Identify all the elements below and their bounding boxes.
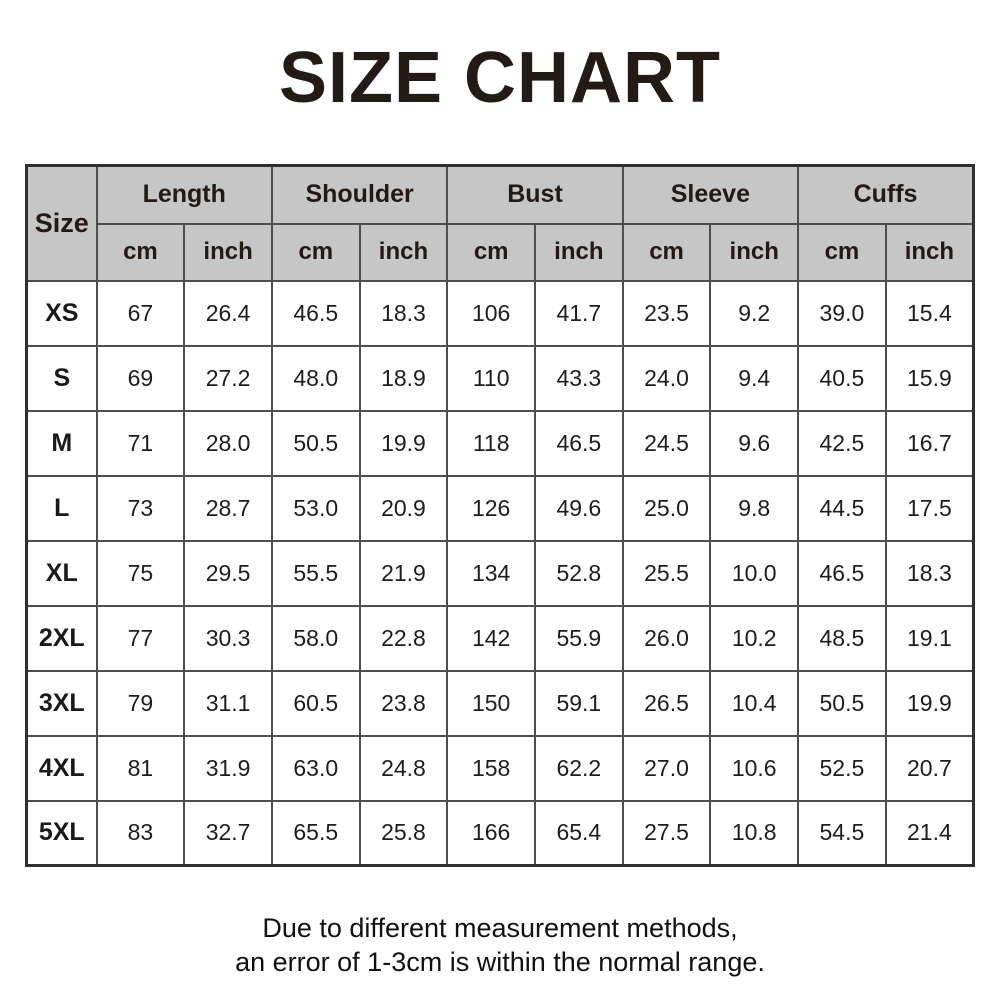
cell-value: 25.8 [360, 801, 448, 866]
cell-value: 27.0 [623, 736, 711, 801]
table-row-l [27, 476, 974, 541]
cell-value: 142 [447, 606, 535, 671]
table-header [27, 166, 974, 281]
size-label: XS [27, 281, 97, 346]
unit-header-sleeve-inch: inch [710, 224, 798, 281]
cell-value: 10.8 [710, 801, 798, 866]
unit-header-bust-inch: inch [535, 224, 623, 281]
cell-value: 81 [97, 736, 185, 801]
cell-value: 54.5 [798, 801, 886, 866]
cell-value: 40.5 [798, 346, 886, 411]
size-label: M [27, 411, 97, 476]
table-row-xl [27, 541, 974, 606]
size-column-header: Size [27, 166, 97, 281]
table-row-s [27, 346, 974, 411]
cell-value: 27.5 [623, 801, 711, 866]
cell-value: 46.5 [535, 411, 623, 476]
size-label: L [27, 476, 97, 541]
cell-value: 9.4 [710, 346, 798, 411]
cell-value: 9.2 [710, 281, 798, 346]
cell-value: 110 [447, 346, 535, 411]
table-row-4xl [27, 736, 974, 801]
cell-value: 42.5 [798, 411, 886, 476]
cell-value: 23.5 [623, 281, 711, 346]
size-label: 5XL [27, 801, 97, 866]
unit-header-cuffs-cm: cm [798, 224, 886, 281]
cell-value: 23.8 [360, 671, 448, 736]
cell-value: 69 [97, 346, 185, 411]
unit-header-cuffs-inch: inch [886, 224, 974, 281]
cell-value: 52.8 [535, 541, 623, 606]
disclaimer-line-2: an error of 1-3cm is within the normal range. [235, 947, 765, 978]
cell-value: 158 [447, 736, 535, 801]
disclaimer-text [0, 911, 1000, 979]
cell-value: 30.3 [184, 606, 272, 671]
cell-value: 62.2 [535, 736, 623, 801]
cell-value: 58.0 [272, 606, 360, 671]
cell-value: 21.9 [360, 541, 448, 606]
unit-header-length-inch: inch [184, 224, 272, 281]
size-label: XL [27, 541, 97, 606]
cell-value: 46.5 [272, 281, 360, 346]
cell-value: 10.4 [710, 671, 798, 736]
cell-value: 60.5 [272, 671, 360, 736]
cell-value: 25.0 [623, 476, 711, 541]
cell-value: 50.5 [798, 671, 886, 736]
group-header-sleeve: Sleeve [623, 166, 798, 224]
cell-value: 15.9 [886, 346, 974, 411]
cell-value: 10.6 [710, 736, 798, 801]
cell-value: 18.9 [360, 346, 448, 411]
cell-value: 59.1 [535, 671, 623, 736]
cell-value: 48.5 [798, 606, 886, 671]
cell-value: 73 [97, 476, 185, 541]
unit-header-shoulder-inch: inch [360, 224, 448, 281]
table-body [27, 281, 974, 866]
table-row-3xl [27, 671, 974, 736]
cell-value: 63.0 [272, 736, 360, 801]
cell-value: 46.5 [798, 541, 886, 606]
cell-value: 77 [97, 606, 185, 671]
group-header-cuffs: Cuffs [798, 166, 973, 224]
cell-value: 150 [447, 671, 535, 736]
cell-value: 55.9 [535, 606, 623, 671]
cell-value: 29.5 [184, 541, 272, 606]
cell-value: 118 [447, 411, 535, 476]
size-label: 3XL [27, 671, 97, 736]
cell-value: 31.1 [184, 671, 272, 736]
group-header-bust: Bust [447, 166, 622, 224]
cell-value: 21.4 [886, 801, 974, 866]
cell-value: 24.0 [623, 346, 711, 411]
cell-value: 75 [97, 541, 185, 606]
cell-value: 67 [97, 281, 185, 346]
cell-value: 50.5 [272, 411, 360, 476]
cell-value: 55.5 [272, 541, 360, 606]
cell-value: 28.7 [184, 476, 272, 541]
cell-value: 24.8 [360, 736, 448, 801]
cell-value: 31.9 [184, 736, 272, 801]
cell-value: 10.0 [710, 541, 798, 606]
cell-value: 26.4 [184, 281, 272, 346]
cell-value: 106 [447, 281, 535, 346]
cell-value: 22.8 [360, 606, 448, 671]
cell-value: 17.5 [886, 476, 974, 541]
cell-value: 166 [447, 801, 535, 866]
cell-value: 19.9 [886, 671, 974, 736]
cell-value: 10.2 [710, 606, 798, 671]
cell-value: 83 [97, 801, 185, 866]
group-header-length: Length [97, 166, 272, 224]
disclaimer-line-1: Due to different measurement methods, [262, 913, 738, 943]
cell-value: 44.5 [798, 476, 886, 541]
unit-header-row [27, 224, 974, 281]
cell-value: 19.9 [360, 411, 448, 476]
cell-value: 134 [447, 541, 535, 606]
cell-value: 71 [97, 411, 185, 476]
size-label: 2XL [27, 606, 97, 671]
cell-value: 18.3 [886, 541, 974, 606]
size-label: 4XL [27, 736, 97, 801]
cell-value: 49.6 [535, 476, 623, 541]
cell-value: 18.3 [360, 281, 448, 346]
cell-value: 65.5 [272, 801, 360, 866]
page-title: SIZE CHART [279, 38, 721, 118]
unit-header-shoulder-cm: cm [272, 224, 360, 281]
size-label: S [27, 346, 97, 411]
cell-value: 53.0 [272, 476, 360, 541]
cell-value: 32.7 [184, 801, 272, 866]
cell-value: 48.0 [272, 346, 360, 411]
group-header-row [27, 166, 974, 224]
unit-header-sleeve-cm: cm [623, 224, 711, 281]
unit-header-length-cm: cm [97, 224, 185, 281]
table-row-2xl [27, 606, 974, 671]
cell-value: 39.0 [798, 281, 886, 346]
cell-value: 43.3 [535, 346, 623, 411]
cell-value: 24.5 [623, 411, 711, 476]
table-row-m [27, 411, 974, 476]
cell-value: 65.4 [535, 801, 623, 866]
cell-value: 20.7 [886, 736, 974, 801]
unit-header-bust-cm: cm [447, 224, 535, 281]
cell-value: 15.4 [886, 281, 974, 346]
cell-value: 28.0 [184, 411, 272, 476]
cell-value: 20.9 [360, 476, 448, 541]
cell-value: 26.0 [623, 606, 711, 671]
cell-value: 27.2 [184, 346, 272, 411]
table-row-5xl [27, 801, 974, 866]
cell-value: 126 [447, 476, 535, 541]
cell-value: 9.8 [710, 476, 798, 541]
cell-value: 26.5 [623, 671, 711, 736]
cell-value: 41.7 [535, 281, 623, 346]
cell-value: 79 [97, 671, 185, 736]
cell-value: 25.5 [623, 541, 711, 606]
table-row-xs [27, 281, 974, 346]
group-header-shoulder: Shoulder [272, 166, 447, 224]
cell-value: 16.7 [886, 411, 974, 476]
cell-value: 52.5 [798, 736, 886, 801]
size-table [25, 164, 975, 867]
cell-value: 19.1 [886, 606, 974, 671]
cell-value: 9.6 [710, 411, 798, 476]
